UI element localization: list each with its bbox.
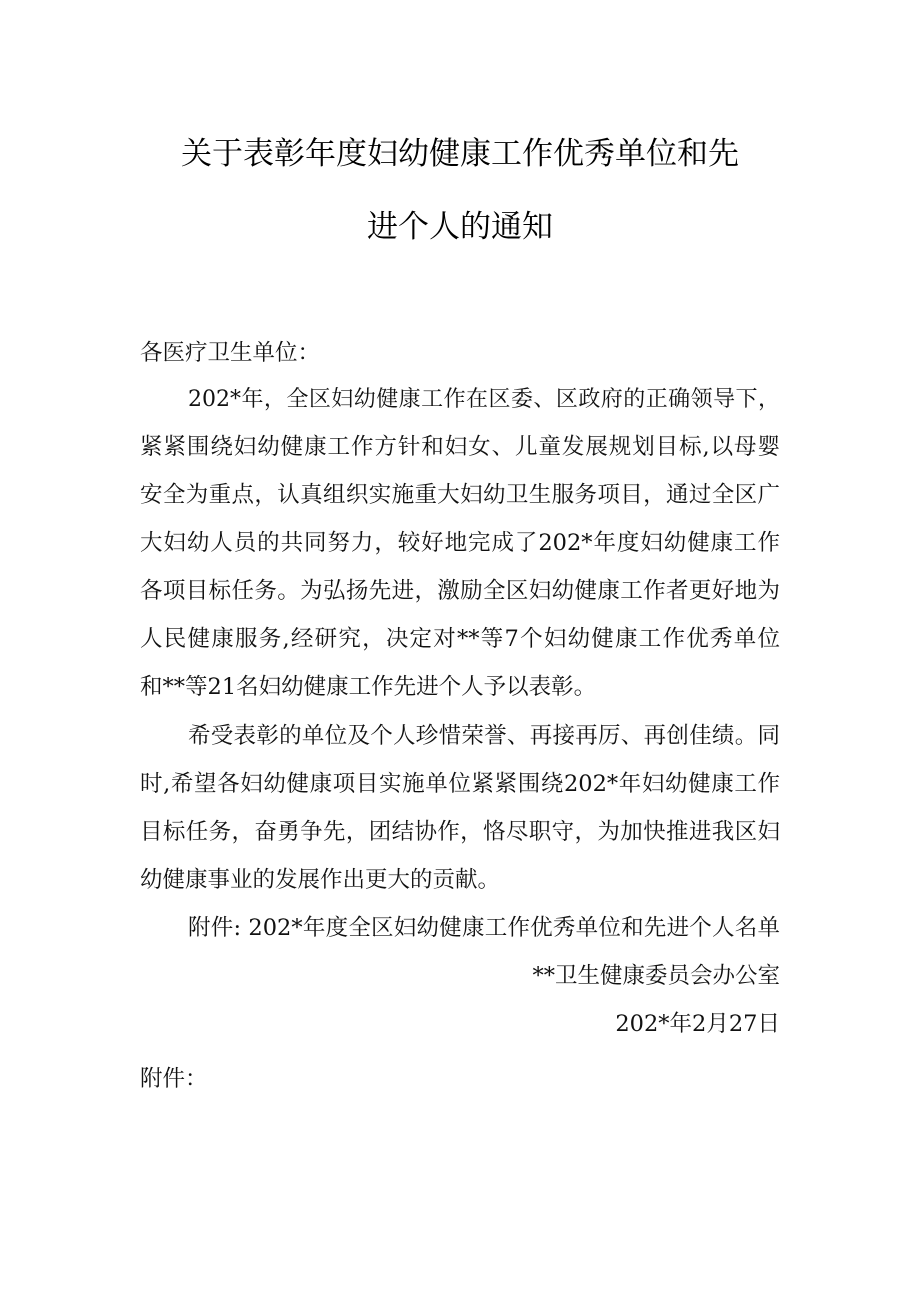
paragraph-1-line: 安全为重点，认真组织实施重大妇幼卫生服务项目，通过全区广	[140, 482, 780, 508]
paragraph-1-line: 大妇幼人员的共同努力，较好地完成了202*年度妇幼健康工作	[140, 530, 780, 556]
paragraph-1-line: 紧紧围绕妇幼健康工作方针和妇女、儿童发展规划目标,以母婴	[140, 434, 780, 460]
document-title-line-2: 进个人的通知	[367, 209, 553, 245]
paragraph-2-line: 目标任务，奋勇争先，团结协作，恪尽职守，为加快推进我区妇	[140, 819, 780, 845]
salutation: 各医疗卫生单位：	[140, 340, 321, 366]
paragraph-1-line: 和**等21名妇幼健康工作先进个人予以表彰。	[140, 674, 597, 700]
paragraph-2-line: 希受表彰的单位及个人珍惜荣誉、再接再厉、再创佳绩。同	[188, 723, 780, 749]
attachment-note: 附件: 202*年度全区妇幼健康工作优秀单位和先进个人名单	[188, 915, 780, 941]
paragraph-2-line: 时,希望各妇幼健康项目实施单位紧紧围绕202*年妇幼健康工作	[140, 771, 780, 797]
paragraph-1-line: 202*年，全区妇幼健康工作在区委、区政府的正确领导下，	[188, 387, 780, 412]
issue-date: 202*年2月27日	[615, 1011, 780, 1037]
issuer-signature: **卫生健康委员会办公室	[532, 963, 780, 989]
document-title-line-1: 关于表彰年度妇幼健康工作优秀单位和先	[181, 136, 739, 172]
paragraph-2-line: 幼健康事业的发展作出更大的贡献。	[140, 867, 501, 893]
attachment-label: 附件：	[140, 1066, 208, 1092]
paragraph-1-line: 人民健康服务,经研究，决定对**等7个妇幼健康工作优秀单位	[140, 626, 780, 652]
paragraph-1-line: 各项目标任务。为弘扬先进，激励全区妇幼健康工作者更好地为	[140, 578, 780, 604]
